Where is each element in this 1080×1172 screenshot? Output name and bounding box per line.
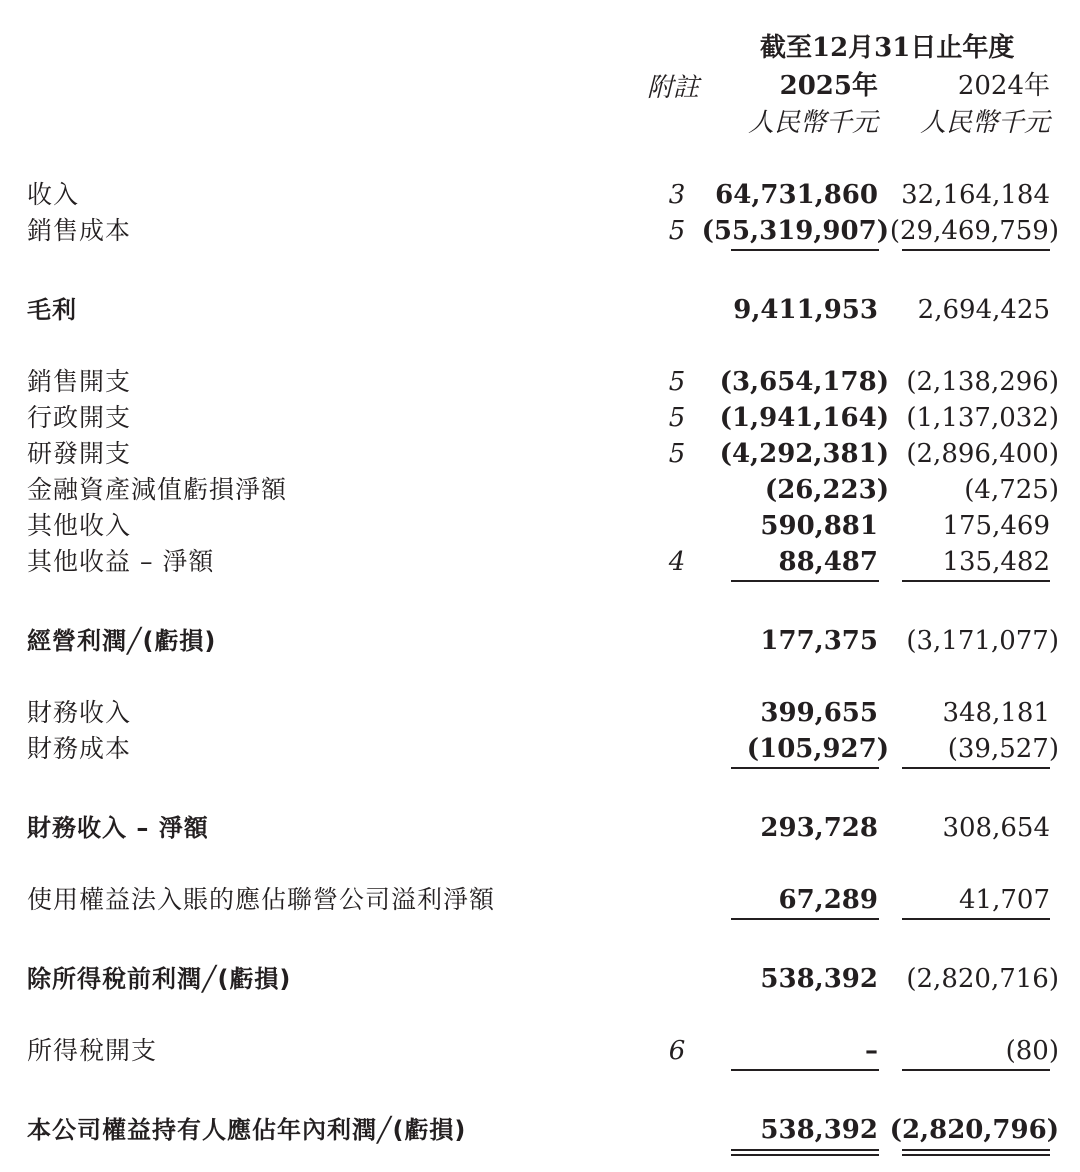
- table-row-profit-attributable: [0, 1112, 1080, 1148]
- value-2024: 348,181: [942, 698, 1050, 728]
- period-heading: 截至12月31日止年度: [760, 33, 1015, 63]
- value-2025: (26,223): [764, 475, 889, 505]
- row-label: 其他收益 – 淨額: [27, 547, 215, 576]
- value-2024: (3,171,077): [906, 626, 1059, 656]
- subtotal-rule: [731, 767, 879, 769]
- row-label: 銷售成本: [27, 216, 132, 245]
- value-2024: (2,896,400): [906, 439, 1059, 469]
- value-2025: 399,655: [760, 698, 878, 728]
- value-2024: (2,820,716): [906, 964, 1059, 994]
- currency-2024-heading: 人民幣千元: [919, 108, 1050, 138]
- row-note: 5: [668, 216, 686, 246]
- value-2025: 538,392: [760, 1115, 878, 1145]
- subtotal-rule: [902, 249, 1050, 251]
- value-2024: 175,469: [942, 511, 1050, 541]
- value-2024: (29,469,759): [889, 216, 1059, 246]
- value-2025: 88,487: [778, 547, 878, 577]
- value-2024: 41,707: [959, 885, 1050, 915]
- value-2025: 177,375: [760, 626, 878, 656]
- table-row-finance-costs: [0, 731, 1080, 767]
- row-label: 財務收入: [27, 698, 132, 727]
- year-2024-heading: 2024年: [957, 71, 1050, 101]
- row-note: 5: [668, 403, 686, 433]
- table-row-cost-of-sales: [0, 213, 1080, 249]
- value-2024: 2,694,425: [917, 295, 1050, 325]
- subtotal-rule: [902, 1069, 1050, 1071]
- row-note: 5: [668, 367, 686, 397]
- row-note: 4: [668, 547, 686, 577]
- row-note: 6: [668, 1036, 686, 1066]
- table-row-income-tax: [0, 1033, 1080, 1069]
- table-row-finance-income-net: [0, 810, 1080, 846]
- row-note: 3: [668, 180, 686, 210]
- subtotal-rule: [731, 918, 879, 920]
- note-column-heading: 附註: [647, 73, 700, 103]
- table-row-finance-income: [0, 695, 1080, 731]
- value-2024: 32,164,184: [901, 180, 1050, 210]
- value-2025: (3,654,178): [719, 367, 889, 397]
- row-label: 銷售開支: [27, 367, 132, 396]
- row-label: 毛利: [27, 296, 77, 324]
- value-2025: –: [865, 1036, 878, 1066]
- value-2024: 135,482: [942, 547, 1050, 577]
- value-2024: (39,527): [947, 734, 1059, 764]
- subtotal-rule: [731, 1069, 879, 1071]
- row-label: 本公司權益持有人應佔年內利潤╱(虧損): [27, 1116, 467, 1144]
- row-label: 其他收入: [27, 511, 132, 540]
- row-label: 除所得稅前利潤╱(虧損): [27, 965, 292, 993]
- value-2024: (4,725): [964, 475, 1059, 505]
- value-2024: 308,654: [942, 813, 1050, 843]
- subtotal-rule: [902, 918, 1050, 920]
- table-row-admin-expenses: [0, 400, 1080, 436]
- row-label: 金融資產減值虧損淨額: [27, 475, 288, 504]
- value-2025: 293,728: [760, 813, 878, 843]
- table-row-impairment: [0, 472, 1080, 508]
- subtotal-rule: [902, 580, 1050, 582]
- row-label: 收入: [27, 180, 80, 209]
- total-double-rule-top: [902, 1149, 1050, 1151]
- subtotal-rule: [902, 767, 1050, 769]
- value-2024: (2,138,296): [906, 367, 1059, 397]
- value-2025: (4,292,381): [719, 439, 889, 469]
- year-2025-heading: 2025年: [779, 71, 878, 101]
- value-2025: 590,881: [760, 511, 878, 541]
- table-row-gross-profit: [0, 292, 1080, 328]
- subtotal-rule: [731, 580, 879, 582]
- value-2024: (2,820,796): [889, 1115, 1059, 1145]
- value-2024: (1,137,032): [906, 403, 1059, 433]
- currency-2025-heading: 人民幣千元: [747, 108, 878, 138]
- table-row-other-income: [0, 508, 1080, 544]
- total-double-rule-bottom: [902, 1154, 1050, 1156]
- row-label: 財務成本: [27, 734, 132, 763]
- table-row-selling-expenses: [0, 364, 1080, 400]
- row-label: 研發開支: [27, 439, 132, 468]
- row-note: 5: [668, 439, 686, 469]
- table-row-share-of-associates: [0, 882, 1080, 918]
- total-double-rule-bottom: [731, 1154, 879, 1156]
- row-label: 所得稅開支: [27, 1036, 158, 1065]
- value-2024: (80): [1005, 1036, 1059, 1066]
- value-2025: 9,411,953: [733, 295, 878, 325]
- value-2025: (55,319,907): [701, 216, 889, 246]
- row-label: 行政開支: [27, 403, 132, 432]
- table-row-revenue: [0, 177, 1080, 213]
- value-2025: (105,927): [746, 734, 889, 764]
- table-row-operating-profit: [0, 623, 1080, 659]
- value-2025: 67,289: [778, 885, 878, 915]
- value-2025: 538,392: [760, 964, 878, 994]
- table-row-other-gains: [0, 544, 1080, 580]
- row-label: 經營利潤╱(虧損): [27, 627, 217, 655]
- value-2025: (1,941,164): [719, 403, 889, 433]
- subtotal-rule: [731, 249, 879, 251]
- row-label: 使用權益法入賬的應佔聯營公司溢利淨額: [27, 885, 496, 914]
- value-2025: 64,731,860: [715, 180, 878, 210]
- table-row-profit-before-tax: [0, 961, 1080, 997]
- table-row-rd-expenses: [0, 436, 1080, 472]
- row-label: 財務收入 – 淨額: [27, 814, 209, 842]
- total-double-rule-top: [731, 1149, 879, 1151]
